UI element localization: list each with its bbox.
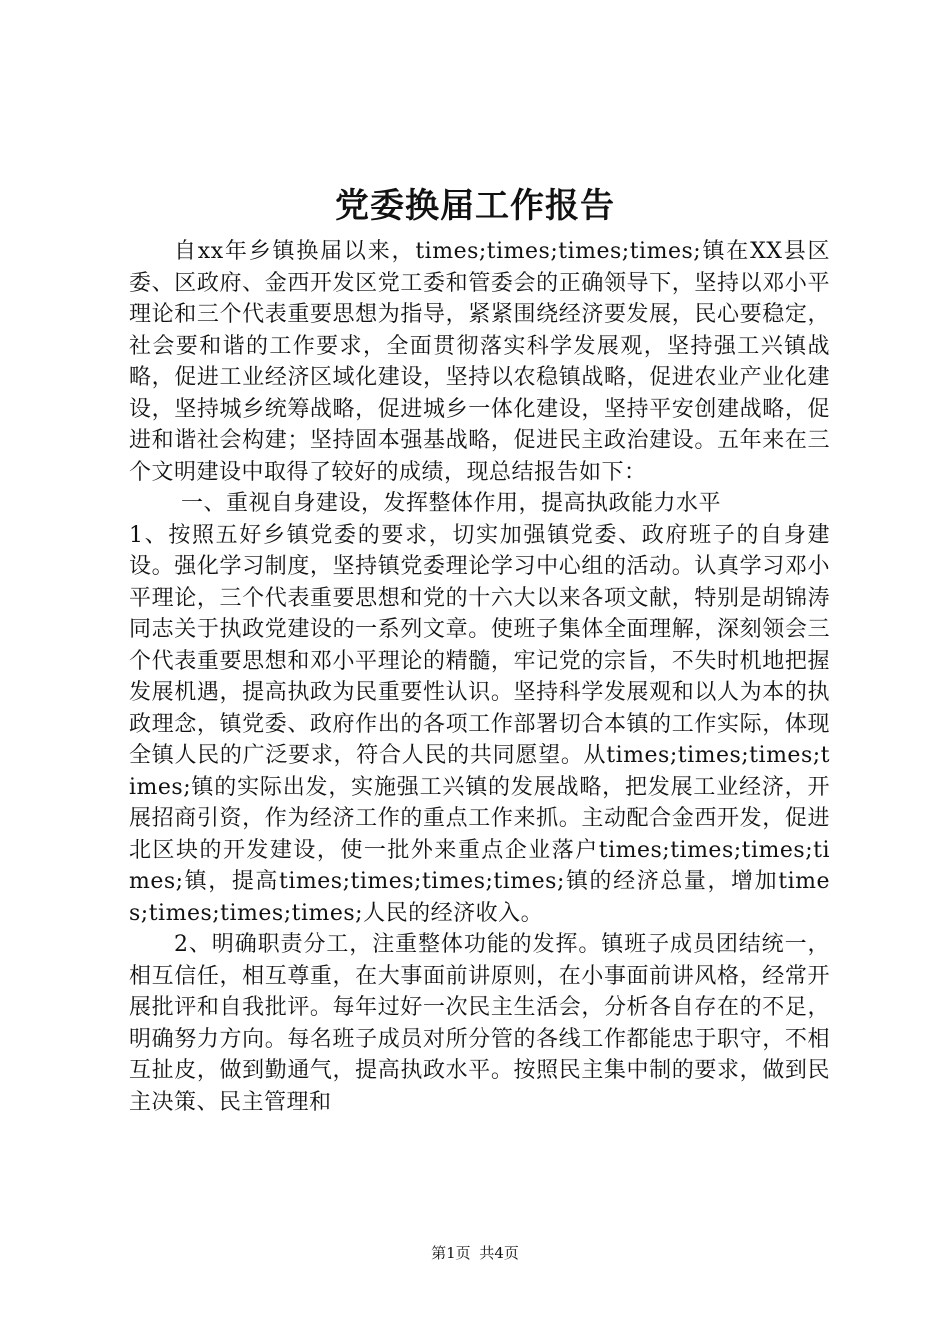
section-heading-1: 一、重视自身建设，发挥整体作用，提高执政能力水平 [181,491,722,516]
document-title: 党委换届工作报告 [335,186,615,226]
body-paragraph-2: 2、明确职责分工，注重整体功能的发挥。镇班子成员团结统一，相互信任，相互尊重，在大事面前讲原则，在小事面前讲风格，经常开展批评和自我批评。每年过好一次民主生活会，分析各自存在的不足，明确努力方向。每名班子成员对所分管的各线工作都能忠于职守，不相互扯皮，做到勤通气，提高执政水平。按照民主集中制的要求，做到民主决策、民主管理和 [129,932,830,1115]
page-footer [0,1243,950,1263]
body-paragraph-1: 1、按照五好乡镇党委的要求，切实加强镇党委、政府班子的自身建设。强化学习制度，坚持镇党委理论学习中心组的活动。认真学习邓小平理论，三个代表重要思想和党的十六大以来各项文献，特别是胡锦涛同志关于执政党建设的一系列文章。使班子集体全面理解，深刻领会三个代表重要思想和邓小平理论的精髓，牢记党的宗旨，不失时机地把握发展机遇，提高执政为民重要性认识。坚持科学发展观和以人为本的执政理念，镇党委、政府作出的各项工作部署切合本镇的工作实际，体现全镇人民的广泛要求，符合人民的共同愿望。从times;times;times;times;镇的实际出发，实施强工兴镇的发展战略，把发展工业经济，开展招商引资，作为经济工作的重点工作来抓。主动配合金西开发，促进北区块的开发建设，使一批外来重点企业落户times;times;times;times;镇，提高times;times;times;times;镇的经济总量，增加times;times;times;times;人民的经济收入。 [129,522,830,926]
page-number: 第1页 [431,1244,471,1262]
page-total: 共4页 [479,1244,519,1262]
document-body [129,236,830,1118]
intro-paragraph: 自xx年乡镇换届以来，times;times;times;times;镇在XX县区委、区政府、金西开发区党工委和管委会的正确领导下，坚持以邓小平理论和三个代表重要思想为指导，紧紧围绕经济要发展，民心要稳定，社会要和谐的工作要求，全面贯彻落实科学发展观，坚持强工兴镇战略，促进工业经济区域化建设，坚持以农稳镇战略，促进农业产业化建设，坚持城乡统筹战略，促进城乡一体化建设，坚持平安创建战略，促进和谐社会构建；坚持固本强基战略，促进民主政治建设。五年来在三个文明建设中取得了较好的成绩，现总结报告如下： [129,239,830,485]
